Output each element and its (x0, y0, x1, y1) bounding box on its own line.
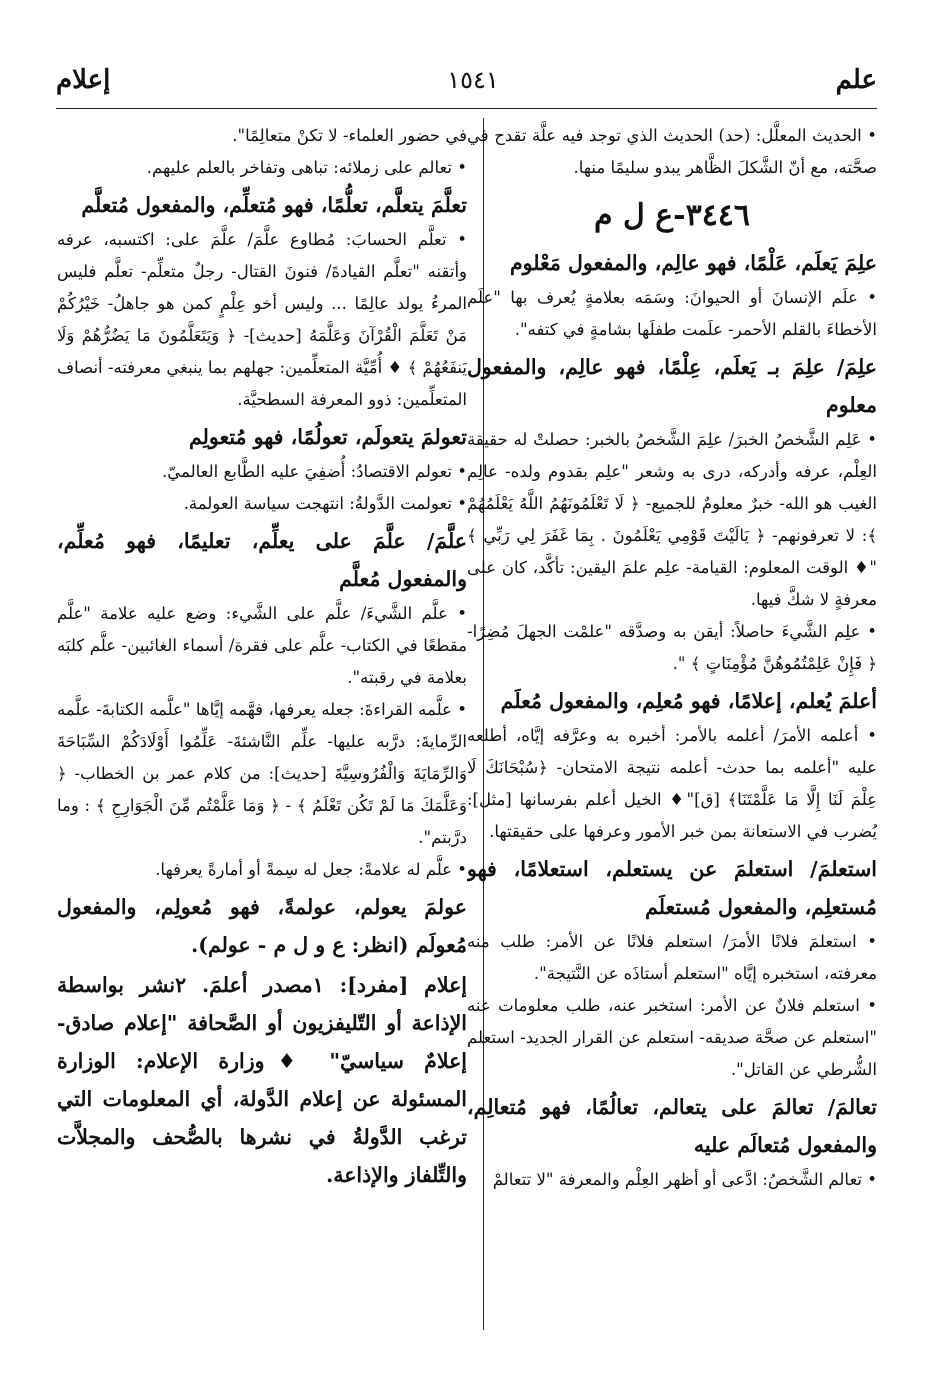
definition: في حضور العلماء- لا تكنْ متعالِمًا". (232, 126, 467, 145)
definition: • تعولم الاقتصادُ: أُضفِيَ عليه الطَّابع العالميّ. (162, 462, 467, 481)
definition: • الحديث المعلَّل: (حد) الحديث الذي توجد فيه علَّة تقدح في صحَّته، مع أنّ الشَّكلَ الظَّاهر يبدو سليمًا منها. (467, 126, 877, 177)
definition: • علِم الشَّيءَ حاصلاً: أيقن به وصدَّقه "علمْت الجهلَ مُضِرًا- ﴿ فَإِنْ عَلِمْتُمُوهُنَّ مُؤْمِنَاتٍ ﴾ ". (467, 622, 877, 673)
definition: • تعولمت الدَّولةُ: انتهجت سياسة العولمة. (183, 494, 467, 513)
definition: • استعلمَ فلانًا الأمرَ/ استعلم فلانًا عن الأمر: طلب منه معرفته، استخبره إيَّاه "استعلم أستاذَه عن النَّتيجة". (467, 932, 877, 983)
right-column (467, 120, 877, 1330)
entry-heading: علَّمَ/ علَّمَ على يعلِّم، تعليمًا، فهو مُعلِّم، والمفعول مُعلَّم (57, 529, 467, 591)
definition: • عَلِم الشَّخصُ الخبرَ/ علِمَ الشَّخصُ بالخبر: حصلتْ له حقيقة العِلْم، عرفه وأدركه، درى به وشعر "علِم بقدوم ولده- عالِم الغيب هو الله- خبرٌ معلومٌ للجميع- ﴿ لَا تَعْلَمُونَهُمُ اللَّهُ يَعْلَمُهُمْ ﴾: لا تعرفونهم- ﴿ يَالَيْتَ قَوْمِي يَعْلَمُونَ . بِمَا غَفَرَ لِي رَبِّي ﴾ "♦ الوقت المعلوم: القيامة- علِم علمَ اليقين: تأكَّد، كان على معرفةٍ لا شكَّ فيها. (467, 430, 877, 609)
definition: • علَّم الشَّيءَ/ علَّم على الشَّيء: وضع عليه علامة "علَّم مقطعًا في الكتاب- علَّم على فقرة/ أسماء الغائبين- علَّم كلبَه بعلامة في رقبته". (57, 604, 467, 687)
entry-heading: علِمَ يَعلَم، عَلْمًا، فهو عالِم، والمفعول مَعْلوم (509, 251, 877, 275)
running-head (56, 58, 877, 102)
definition: • تعالم الشَّخصُ: ادَّعى أو أظهر العِلْم والمعرفة "لا تتعالمْ (492, 1170, 877, 1189)
header-left-word: إعلام (56, 65, 111, 95)
definition: • أعلمه الأمرَ/ أعلمه بالأمر: أخبره به وعرَّفه إيَّاه، أطلعه عليه "أعلمه بما حدث- أعلمه نتيجة الامتحان- ﴿سُبْحَانَكَ لَا عِلْمَ لَنَا إِلَّا مَا عَلَّمْتَنَا﴾ [ق]"♦ الخيل أعلم بفرسانها [مثل]: يُضرب في الاستعانة بمن خبر الأمور وعرفها على حقيقتها. (467, 726, 877, 841)
left-column (57, 120, 467, 1330)
entry-heading: تعالمَ/ تعالمَ على يتعالم، تعالُمًا، فهو مُتعالِم، والمفعول مُتعالَم عليه (467, 1095, 877, 1157)
definition: • تعلَّم الحسابَ: مُطاوع علَّمَ/ علَّمَ على: اكتسبه، عرفه وأتقنه "تعلَّم القيادةَ/ فنونَ القتال- رجلٌ متعلِّم- تعلَّم فليس المرءُ يولد عالِمًا ... وليس أخو عِلْمٍ كمن هو جاهلُ- خَيْرُكُمْ مَنْ تَعَلَّمَ الْقُرْآنَ وَعَلَّمَهُ [حديث]- ﴿ وَيَتَعَلَّمُونَ مَا يَضُرُّهُمْ وَلَا يَنفَعُهُمْ ﴾ ♦ أُمِّيَّة المتعلِّمين: جهلهم بما ينبغي معرفته- أنصاف المتعلِّمين: ذوو المعرفة السطحيَّة. (57, 230, 467, 409)
definition: • تعالم على زملائه: تباهى وتفاخر بالعلم عليهم. (146, 158, 467, 177)
definition: • علَّمه القراءةَ: جعله يعرفها، فهَّمه إيَّاها "علَّمه الكتابةَ- علَّمه الرِّمايةَ: درَّبه عليها- علِّم النَّاشئةَ- عَلِّمُوا أَوْلَادَكُمْ السِّبَاحَةَ وَالرِّمَايَةَ وَالْفُرُوسِيَّةَ [حديث]: من كلام عمر بن الخطاب- ﴿ وَعَلَّمَكَ مَا لَمْ تَكُن تَعْلَمُ ﴾ - ﴿ وَمَا عَلَّمْتُم مِّنَ الْجَوَارِحِ ﴾ : وما درَّبتم". (57, 700, 467, 847)
entry-heading: تعولمَ يتعولَم، تعولُمًا، فهو مُتعولِم (188, 425, 467, 449)
header-rule (56, 108, 877, 109)
header-right-word: علم (835, 65, 877, 95)
entry-heading: تعلَّمَ يتعلَّم، تعلُّمًا، فهو مُتعلِّم، والمفعول مُتعلَّم (81, 193, 467, 217)
root-heading: ٣٤٤٦-ع ل م (593, 198, 751, 233)
entry-heading: إعلام [مفرد]: ١مصدر أعلمَ. ٢نشر بواسطة الإذاعة أو التّليفزيون أو الصَّحافة "إعلام صادق- إعلامٌ سياسيّ" ♦وزارة الإعلام: الوزارة المسئولة عن إعلام الدَّولة، أي المعلومات التي ترغب الدَّولةُ في نشرها بالصُّحف والمجلاَّت والتِّلفاز والإذاعة. (57, 973, 467, 1187)
definition: • استعلم فلانٌ عن الأمر: استخبر عنه، طلب معلومات عنه "استعلم عن صحَّة صديقه- استعلم عن القرار الجديد- استعلم الشُّرطي عن القاتل". (467, 996, 877, 1079)
page-number: ١٥٤١ (447, 66, 499, 94)
definition: • علَّم له علامةً: جعل له سِمةً أو أمارةً يعرفها. (155, 860, 467, 879)
entry-heading: استعلمَ/ استعلمَ عن يستعلم، استعلامًا، فهو مُستعلِم، والمفعول مُستعلَم (467, 857, 877, 919)
entry-heading: عولمَ يعولم، عولمةً، فهو مُعولِم، والمفعول مُعولَم (انظر: ع و ل م - عولم). (57, 895, 467, 957)
definition: • علَم الإنسانَ أو الحيوانَ: وسَمَه بعلامةٍ يُعرف بها "علَم الأخطاءَ بالقلم الأحمر- علَمت طفلَها بشامةٍ في كتفه". (467, 288, 877, 339)
entry-heading: أعلمَ يُعلم، إعلامًا، فهو مُعلِم، والمفعول مُعلَم (500, 689, 877, 713)
entry-heading: علِمَ/ علِمَ بـ يَعلَم، عِلْمًا، فهو عالِم، والمفعول معلوم (467, 355, 877, 417)
